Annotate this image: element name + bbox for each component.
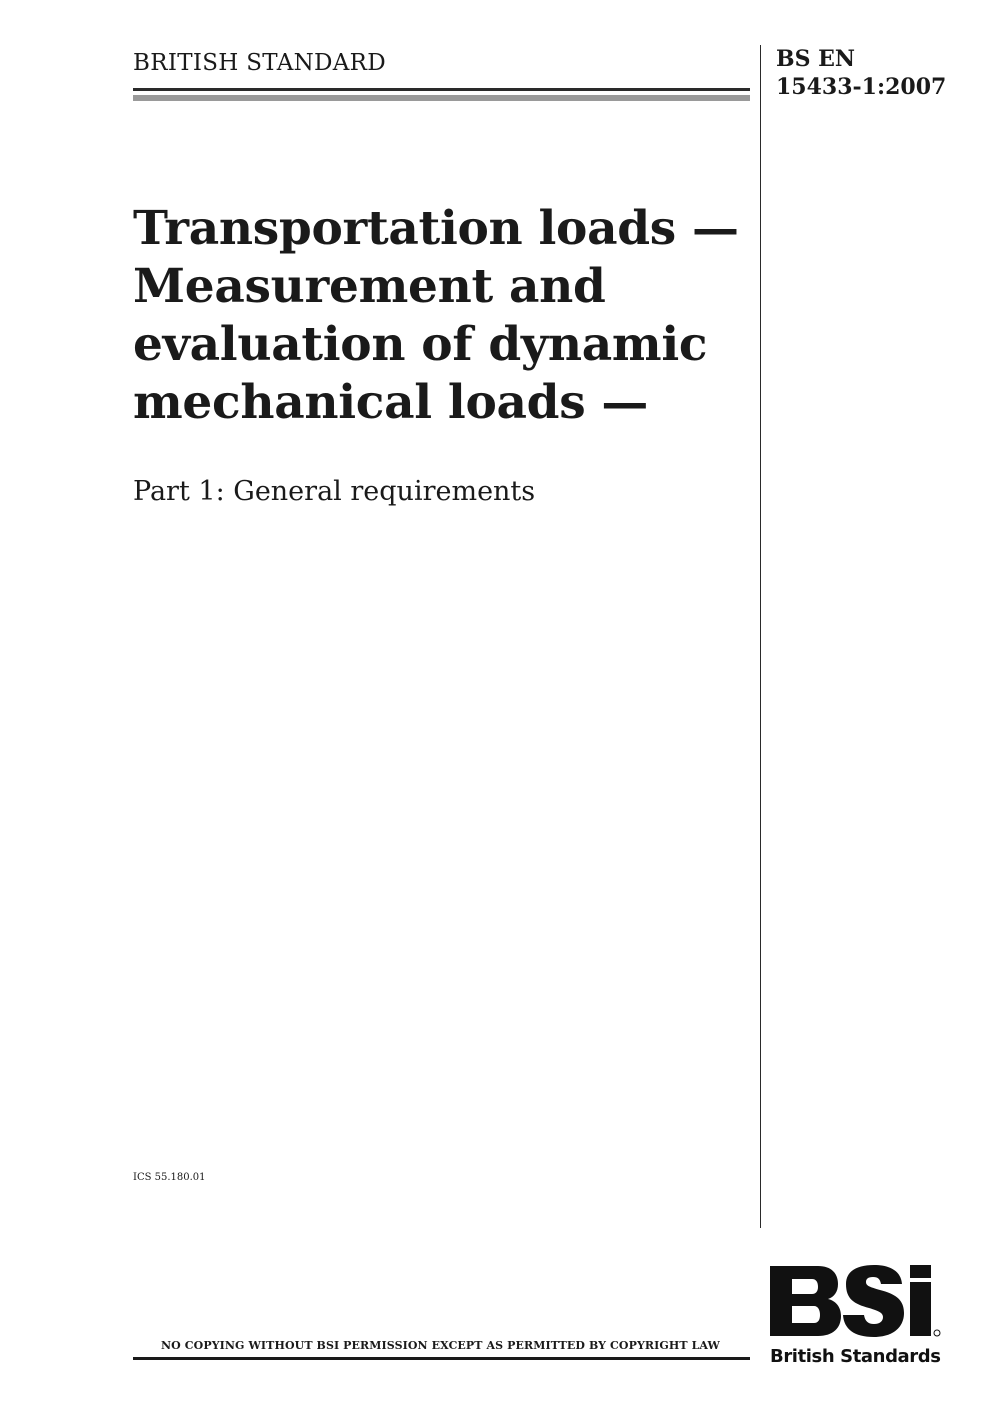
header-rule-thin [133, 88, 750, 91]
header-rule-thick [133, 95, 750, 101]
bsi-logo [766, 1262, 944, 1366]
standard-number-line1: BS EN [776, 46, 856, 72]
margin-divider [760, 45, 761, 1228]
copyright-notice: NO COPYING WITHOUT BSI PERMISSION EXCEPT AS PERMITTED BY COPYRIGHT LAW [161, 1339, 720, 1352]
title-line: mechanical loads — [133, 375, 649, 430]
document-part-title: Part 1: General requirements [133, 476, 536, 507]
bsi-logo-mark [770, 1265, 940, 1337]
footer-rule [133, 1357, 750, 1360]
ics-code: ICS 55.180.01 [133, 1172, 206, 1183]
title-line: Transportation loads — [133, 201, 739, 256]
bsi-logo-caption: British Standards [770, 1346, 941, 1366]
title-line: evaluation of dynamic [133, 317, 708, 372]
standard-number [776, 45, 946, 101]
document-title [133, 200, 743, 432]
title-line: Measurement and [133, 259, 606, 314]
standard-number-line2: 15433-1:2007 [776, 74, 947, 100]
document-type-label: BRITISH STANDARD [133, 50, 387, 76]
